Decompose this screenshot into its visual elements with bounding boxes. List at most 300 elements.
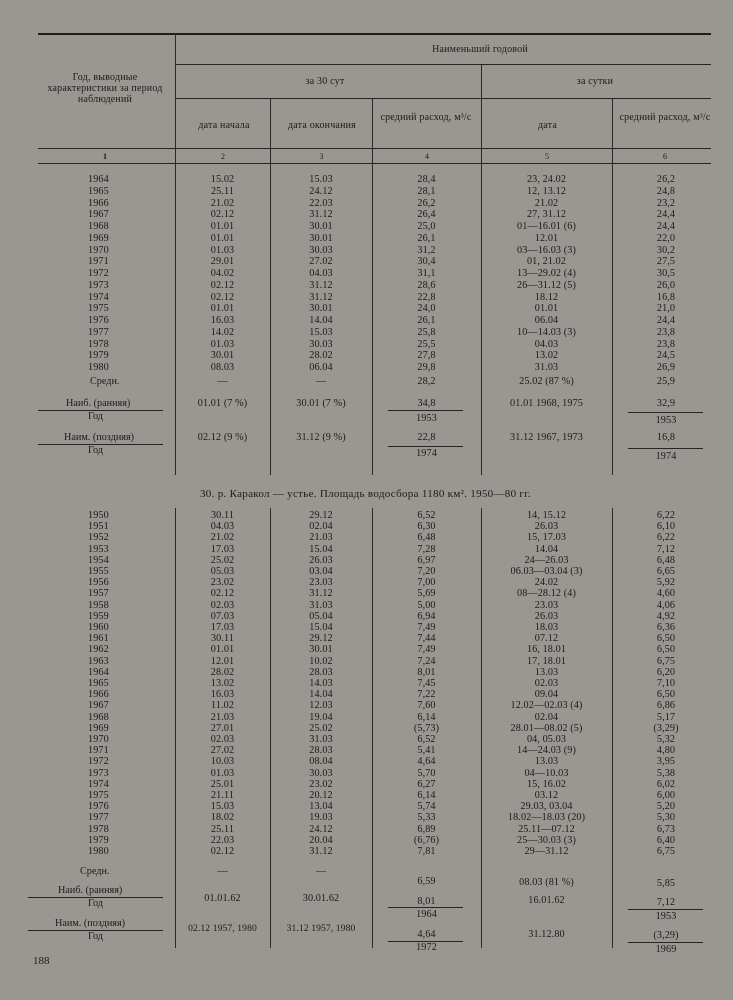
table-cell-col1: 1969 — [88, 722, 109, 734]
table-cell-col1: 1975 — [88, 303, 109, 315]
table-cell-col6: 5,92 — [656, 577, 676, 589]
table-cell-col3: 02.04 — [309, 521, 333, 533]
table-cell-col1: 1973 — [88, 767, 109, 779]
table-cell-col5: 02.04 — [534, 711, 559, 723]
table-cell-col5: 29.03, 03.04 — [520, 801, 573, 813]
upper-mean-c3: — — [315, 376, 327, 387]
table-cell-col5: 13—29.02 (4) — [517, 268, 576, 279]
table-cell-col3: 13.04 — [309, 801, 333, 813]
lower-min-c6: (3,29) — [653, 930, 679, 941]
table-cell-col1: 1980 — [88, 362, 109, 373]
table-cell-col3: 31.12 — [309, 588, 333, 600]
page-number: 188 — [33, 955, 50, 967]
table-cell-col6: 5,38 — [656, 767, 676, 779]
table-cell-col5: 18.12 — [534, 291, 559, 303]
upper-mean-c5: 25.02 (87 %) — [519, 376, 574, 387]
lower-max-label: Наиб. (ранняя) — [58, 885, 123, 896]
date-header: дата — [538, 120, 557, 131]
table-cell-col4: 5,70 — [417, 767, 436, 779]
table-cell-col3: 31.03 — [309, 734, 333, 745]
table-cell-col2: 07.03 — [210, 610, 235, 622]
table-cell-col1: 1952 — [88, 532, 109, 544]
table-cell-col2: 18.02 — [210, 812, 235, 824]
table-cell-col6: 27,5 — [656, 256, 676, 268]
table-cell-col5: 14—24.03 (9) — [517, 745, 576, 757]
table-cell-col1: 1977 — [88, 326, 109, 338]
table-cell-col3: 28.03 — [309, 745, 333, 757]
table-cell-col5: 26—31.12 (5) — [517, 279, 576, 291]
upper-min-c5: 31.12 1967, 1973 — [510, 432, 583, 443]
table-cell-col2: 17.03 — [210, 543, 235, 555]
table-cell-col2: 01.01 — [210, 221, 235, 232]
upper-max-year-label: Год — [88, 411, 103, 422]
table-cell-col5: 13.02 — [534, 350, 559, 362]
start-header: дата начала — [198, 120, 250, 131]
table-cell-col1: 1964 — [88, 666, 109, 678]
table-cell-col6: 6,22 — [656, 510, 676, 521]
table-cell-col6: 3,95 — [656, 756, 676, 768]
upper-max-c6: 32,9 — [656, 398, 676, 409]
table-cell-col1: 1979 — [88, 350, 109, 362]
table-cell-col2: 22.03 — [210, 834, 235, 846]
upper-mean-c4: 28,2 — [417, 376, 436, 387]
table-cell-col1: 1966 — [88, 689, 109, 701]
table-cell-col4: 6,97 — [417, 554, 436, 566]
table-cell-col4: (6,76) — [413, 834, 440, 846]
table-cell-col2: 25.01 — [210, 778, 235, 790]
table-cell-col3: 30.01 — [309, 221, 333, 232]
upper-max-year-c6: 1953 — [655, 415, 677, 426]
table-cell-col3: 10.02 — [309, 655, 333, 667]
table-cell-col4: 7,20 — [417, 566, 436, 577]
table-cell-col6: 26,0 — [656, 279, 676, 291]
table-cell-col2: 21.02 — [210, 197, 235, 209]
table-cell-col1: 1972 — [88, 268, 109, 279]
table-cell-col5: 18.03 — [534, 622, 559, 633]
table-cell-col1: 1976 — [88, 315, 109, 326]
table-cell-col5: 08—28.12 (4) — [517, 588, 576, 600]
table-cell-col6: 24,4 — [656, 315, 676, 326]
table-cell-col4: 6,94 — [417, 610, 436, 622]
table-cell-col1: 1960 — [88, 622, 109, 633]
upper-min-c3: 31.12 (9 %) — [296, 432, 346, 443]
table-cell-col3: 15.04 — [309, 543, 333, 555]
table-cell-col1: 1979 — [88, 834, 109, 846]
table-cell-col5: 14.04 — [534, 543, 559, 555]
colnum-3: 3 — [319, 152, 324, 161]
table-cell-col5: 06.04 — [534, 315, 559, 326]
lower-min-year-c4: 1972 — [416, 942, 437, 953]
table-cell-col3: 25.02 — [309, 722, 333, 734]
table-cell-col6: 6,20 — [656, 666, 676, 678]
table-cell-col6: 6,73 — [656, 823, 676, 835]
table-cell-col1: 1974 — [88, 291, 109, 303]
table-cell-col2: 25.02 — [210, 554, 235, 566]
upper-min-year-c6: 1974 — [655, 451, 677, 462]
table-cell-col5: 15, 16.02 — [526, 778, 567, 790]
table-cell-col6: 5,32 — [656, 734, 676, 745]
table-cell-col1: 1976 — [88, 801, 109, 813]
table-cell-col2: 13.02 — [210, 678, 235, 689]
table-cell-col1: 1977 — [88, 812, 109, 824]
table-cell-col4: 28,6 — [417, 279, 436, 291]
table-cell-col4: 6,89 — [417, 823, 436, 835]
table-cell-col4: 30,4 — [417, 256, 436, 268]
table-cell-col4: 6,14 — [417, 711, 436, 723]
table-cell-col2: 15.02 — [210, 174, 235, 185]
table-cell-col5: 07.12 — [534, 633, 559, 645]
table-cell-col4: 7,45 — [417, 678, 436, 689]
table-cell-col3: 28.03 — [309, 666, 333, 678]
header-rule-4 — [38, 163, 711, 164]
upper-mean-label: Средн. — [90, 376, 120, 387]
table-cell-col2: 02.12 — [210, 291, 235, 303]
table-cell-col6: 23,2 — [656, 197, 676, 209]
flow-header: средний расход, м³/с — [380, 112, 472, 123]
table-cell-col1: 1973 — [88, 279, 109, 291]
table-cell-col5: 23, 24.02 — [526, 174, 567, 185]
upper-min-c2: 02.12 (9 %) — [197, 432, 248, 443]
table-cell-col3: 20.12 — [309, 790, 333, 801]
table-cell-col2: 30.11 — [210, 633, 235, 645]
table-cell-col2: 01.03 — [210, 244, 235, 256]
table-cell-col3: 30.03 — [309, 767, 333, 779]
table-cell-col5: 01, 21.02 — [526, 256, 567, 268]
lower-max-year-label: Год — [88, 898, 103, 909]
table-cell-col4: 7,24 — [417, 655, 436, 667]
table-cell-col4: 26,4 — [417, 209, 436, 221]
table-cell-col3: 30.01 — [309, 303, 333, 315]
table-cell-col5: 23.03 — [534, 599, 559, 611]
table-cell-col4: 29,8 — [417, 362, 436, 373]
table-cell-col5: 13.03 — [534, 756, 559, 768]
table-cell-col3: 24.12 — [309, 823, 333, 835]
table-cell-col1: 1958 — [88, 599, 109, 611]
section-title: 30. р. Каракол — устье. Площадь водосбора 1180 км². 1950—80 гг. — [200, 488, 531, 500]
col1-header: Год, выводные характеристики за период наблюдений — [47, 72, 163, 105]
table-cell-col4: (5,73) — [413, 722, 440, 734]
for30-header: за 30 сут — [305, 76, 345, 87]
table-cell-col6: 6,50 — [656, 644, 676, 656]
table-cell-col1: 1968 — [88, 711, 109, 723]
table-cell-col6: 26,2 — [656, 174, 676, 185]
table-cell-col6: 5,17 — [656, 711, 676, 723]
upper-max-c4-rule — [388, 410, 463, 411]
table-cell-col2: 12.01 — [210, 655, 235, 667]
colnum-6: 6 — [663, 152, 667, 161]
lower-mean-c5: 08.03 (81 %) — [519, 877, 574, 888]
table-cell-col3: 28.02 — [309, 350, 333, 362]
table-cell-col4: 27,8 — [417, 350, 436, 362]
table-cell-col6: 22,0 — [656, 232, 676, 244]
table-cell-col1: 1974 — [88, 778, 109, 790]
table-cell-col1: 1975 — [88, 790, 109, 801]
table-cell-col5: 03—16.03 (3) — [517, 244, 576, 256]
upper-min-c4: 22,8 — [417, 432, 436, 443]
table-cell-col6: 6,50 — [656, 689, 676, 701]
table-top-rule — [38, 33, 711, 35]
table-cell-col4: 7,22 — [417, 689, 436, 701]
table-cell-col6: 7,10 — [656, 678, 676, 689]
table-cell-col2: 15.03 — [210, 801, 235, 813]
table-cell-col4: 7,28 — [417, 543, 436, 555]
lower-mean-c6: 5,85 — [656, 878, 676, 889]
table-cell-col5: 09.04 — [534, 689, 559, 701]
upper-max-c4: 34,8 — [417, 398, 436, 409]
upper-mean-c2: — — [217, 376, 228, 387]
table-cell-col2: 02.12 — [210, 588, 235, 600]
table-cell-col2: 27.01 — [210, 722, 235, 734]
table-cell-col5: 25—30.03 (3) — [517, 834, 576, 846]
table-cell-col3: 31.03 — [309, 599, 333, 611]
table-cell-col4: 6,27 — [417, 778, 436, 790]
lower-min-c2: 02.12 1957, 1980 — [188, 923, 257, 934]
table-cell-col6: 4,92 — [656, 610, 676, 622]
table-cell-col4: 6,48 — [417, 532, 436, 544]
table-cell-col2: 17.03 — [210, 622, 235, 633]
table-cell-col6: 6,02 — [656, 778, 676, 790]
table-cell-col4: 6,52 — [417, 510, 436, 521]
table-cell-col3: 31.12 — [309, 846, 333, 857]
header-vline-5 — [612, 98, 613, 163]
table-cell-col5: 24—26.03 — [524, 554, 569, 566]
lower-min-c4: 4,64 — [417, 929, 436, 940]
table-cell-col3: 30.01 — [309, 644, 333, 656]
upper-min-year-label: Год — [88, 445, 103, 456]
table-cell-col4: 5,74 — [417, 801, 436, 813]
table-cell-col4: 28,1 — [417, 185, 436, 197]
table-cell-col3: 30.03 — [309, 338, 333, 350]
table-cell-col2: 04.03 — [210, 521, 235, 533]
table-cell-col4: 5,41 — [417, 745, 436, 757]
lower-max-c3: 30.01.62 — [302, 893, 340, 904]
table-cell-col3: 30.01 — [309, 232, 333, 244]
table-cell-col3: 15.04 — [309, 622, 333, 633]
upper-max-c5: 01.01 1968, 1975 — [510, 398, 583, 409]
table-cell-col1: 1980 — [88, 846, 109, 857]
table-cell-col2: 01.01 — [210, 303, 235, 315]
table-cell-col3: 23.02 — [309, 778, 333, 790]
table-cell-col1: 1965 — [88, 678, 109, 689]
table-cell-col6: 24,5 — [656, 350, 676, 362]
table-cell-col5: 12, 13.12 — [526, 185, 567, 197]
end-header: дата окончания — [288, 120, 356, 131]
table-cell-col1: 1971 — [88, 256, 109, 268]
lower-max-c6-rule — [628, 909, 703, 910]
lower-min-c5: 31.12.80 — [528, 929, 565, 940]
table-cell-col6: 6,48 — [656, 554, 676, 566]
lower-mean-label: Средн. — [80, 866, 110, 877]
upper-min-c4-rule — [388, 446, 463, 447]
table-cell-col5: 04—10.03 — [524, 767, 569, 779]
lower-max-c4-rule — [388, 907, 463, 908]
table-cell-col3: 19.04 — [309, 711, 333, 723]
flow6-header: средний расход, м³/с — [619, 112, 711, 123]
table-cell-col2: 02.12 — [210, 846, 235, 857]
upper-max-label: Наиб. (ранняя) — [66, 398, 131, 409]
table-cell-col6: 6,75 — [656, 655, 676, 667]
table-cell-col3: 31.12 — [309, 291, 333, 303]
table-cell-col5: 26.03 — [534, 610, 559, 622]
table-cell-col6: 6,22 — [656, 532, 676, 544]
table-cell-col2: 01.01 — [210, 232, 235, 244]
table-cell-col5: 04.03 — [534, 338, 559, 350]
table-cell-col1: 1978 — [88, 338, 109, 350]
lower-min-label: Наим. (поздняя) — [55, 918, 126, 929]
table-cell-col1: 1970 — [88, 734, 109, 745]
table-cell-col2: 23.02 — [210, 577, 235, 589]
upper-min-c6: 16,8 — [656, 432, 676, 443]
upper-mean-c6: 25,9 — [656, 376, 676, 387]
table-cell-col1: 1954 — [88, 554, 109, 566]
colnum-1: 1 — [103, 152, 107, 161]
table-cell-col2: 30.11 — [210, 510, 235, 521]
table-cell-col5: 27, 31.12 — [526, 209, 567, 221]
table-cell-col5: 25.11—07.12 — [518, 823, 575, 835]
table-cell-col5: 21.02 — [534, 197, 559, 209]
table-cell-col3: 14.03 — [309, 678, 333, 689]
table-cell-col1: 1970 — [88, 244, 109, 256]
table-cell-col6: 6,50 — [656, 633, 676, 645]
table-cell-col1: 1978 — [88, 823, 109, 835]
header-rule-2 — [175, 98, 711, 99]
upper-min-c6-rule — [628, 448, 703, 449]
table-cell-col2: 02.03 — [210, 734, 235, 745]
table-cell-col2: 25.11 — [210, 823, 235, 835]
table-cell-col2: 10.03 — [210, 756, 235, 768]
table-cell-col3: 22.03 — [309, 197, 333, 209]
table-cell-col4: 26,1 — [417, 232, 436, 244]
table-cell-col6: 4,60 — [656, 588, 676, 600]
table-cell-col1: 1967 — [88, 700, 109, 712]
lower-min-year-c6: 1969 — [655, 944, 677, 955]
table-cell-col6: 23,8 — [656, 326, 676, 338]
table-cell-col3: 24.12 — [309, 185, 333, 197]
table-cell-col1: 1967 — [88, 209, 109, 221]
table-cell-col6: 26,9 — [656, 362, 676, 373]
table-cell-col4: 8,01 — [417, 666, 436, 678]
table-cell-col4: 7,81 — [417, 846, 436, 857]
lower-min-c6-rule — [628, 942, 703, 943]
table-cell-col5: 06.03—03.04 (3) — [510, 566, 583, 577]
table-cell-col1: 1955 — [88, 566, 109, 577]
table-cell-col4: 7,00 — [417, 577, 436, 589]
table-cell-col5: 01—16.01 (6) — [517, 221, 576, 232]
table-cell-col1: 1961 — [88, 633, 109, 645]
table-cell-col5: 31.03 — [534, 362, 559, 373]
header-vline-1 — [175, 33, 176, 163]
table-cell-col3: 03.04 — [309, 566, 333, 577]
upper-max-year-c4: 1953 — [416, 413, 437, 424]
table-cell-col1: 1969 — [88, 232, 109, 244]
lower-max-c5: 16.01.62 — [528, 895, 565, 906]
table-cell-col1: 1951 — [88, 521, 109, 533]
table-cell-col2: 01.01 — [210, 644, 235, 656]
table-cell-col6: 6,86 — [656, 700, 676, 712]
table-cell-col2: 02.12 — [210, 279, 235, 291]
table-cell-col3: 05.04 — [309, 610, 333, 622]
table-cell-col6: 4,06 — [656, 599, 676, 611]
table-cell-col6: 16,8 — [656, 291, 676, 303]
table-cell-col2: 30.01 — [210, 350, 235, 362]
table-cell-col2: 27.02 — [210, 745, 235, 757]
table-cell-col5: 13.03 — [534, 666, 559, 678]
table-cell-col2: 21.03 — [210, 711, 235, 723]
table-cell-col2: 25.11 — [210, 185, 235, 197]
table-cell-col5: 01.01 — [534, 303, 559, 315]
table-cell-col3: 15.03 — [309, 174, 333, 185]
lower-max-c2: 01.01.62 — [204, 893, 241, 904]
table-cell-col2: 16.03 — [210, 315, 235, 326]
lower-mean-c3: — — [315, 866, 327, 877]
table-cell-col4: 5,69 — [417, 588, 436, 600]
table-cell-col4: 5,33 — [417, 812, 436, 824]
table-cell-col5: 18.02—18.03 (20) — [507, 812, 586, 824]
table-cell-col5: 14, 15.12 — [526, 510, 567, 521]
table-cell-col3: 12.03 — [309, 700, 333, 712]
table-cell-col2: 29.01 — [210, 256, 235, 268]
min-annual-header: Наименьший годовой — [432, 44, 528, 55]
table-cell-col2: 05.03 — [210, 566, 235, 577]
table-cell-col6: 6,00 — [656, 790, 676, 801]
table-cell-col4: 6,30 — [417, 521, 436, 533]
table-cell-col2: 04.02 — [210, 268, 235, 279]
table-cell-col3: 04.03 — [309, 268, 333, 279]
upper-min-label: Наим. (поздняя) — [64, 432, 135, 443]
table-cell-col4: 7,60 — [417, 700, 436, 712]
header-vline-4 — [481, 64, 482, 163]
table-cell-col3: 08.04 — [309, 756, 333, 768]
table-cell-col1: 1971 — [88, 745, 109, 757]
header-rule-1 — [175, 64, 711, 65]
table-cell-col1: 1956 — [88, 577, 109, 589]
table-cell-col1: 1972 — [88, 756, 109, 768]
table-cell-col3: 26.03 — [309, 554, 333, 566]
colnum-4: 4 — [425, 152, 429, 161]
table-cell-col4: 4,64 — [417, 756, 436, 768]
table-cell-col6: 6,36 — [656, 622, 676, 633]
table-cell-col4: 28,4 — [417, 174, 436, 185]
table-cell-col3: 29.12 — [309, 633, 333, 645]
table-cell-col2: 02.12 — [210, 209, 235, 221]
table-cell-col1: 1959 — [88, 610, 109, 622]
table-cell-col3: 27.02 — [309, 256, 333, 268]
table-cell-col1: 1963 — [88, 655, 109, 667]
upper-min-year-c4: 1974 — [416, 448, 437, 459]
upper-max-c6-rule — [628, 412, 703, 413]
table-cell-col1: 1957 — [88, 588, 109, 600]
table-cell-col6: 5,20 — [656, 801, 676, 813]
table-cell-col3: 29.12 — [309, 510, 333, 521]
table-cell-col4: 24,0 — [417, 303, 436, 315]
table-cell-col5: 04, 05.03 — [526, 734, 567, 745]
table-cell-col3: 14.04 — [309, 315, 333, 326]
lower-mean-c2: — — [217, 866, 228, 877]
table-cell-col3: 31.12 — [309, 209, 333, 221]
table-cell-col2: 21.02 — [210, 532, 235, 544]
lower-max-year-c6: 1953 — [655, 911, 677, 922]
table-cell-col4: 26,2 — [417, 197, 436, 209]
table-cell-col6: 6,65 — [656, 566, 676, 577]
table-cell-col6: 6,75 — [656, 846, 676, 857]
colnum-2: 2 — [221, 152, 225, 161]
table-cell-col2: 01.03 — [210, 767, 235, 779]
header-rule-3 — [38, 148, 711, 149]
table-cell-col3: 23.03 — [309, 577, 333, 589]
upper-max-c3: 30.01 (7 %) — [296, 398, 346, 409]
table-cell-col1: 1966 — [88, 197, 109, 209]
table-cell-col4: 22,8 — [417, 291, 436, 303]
